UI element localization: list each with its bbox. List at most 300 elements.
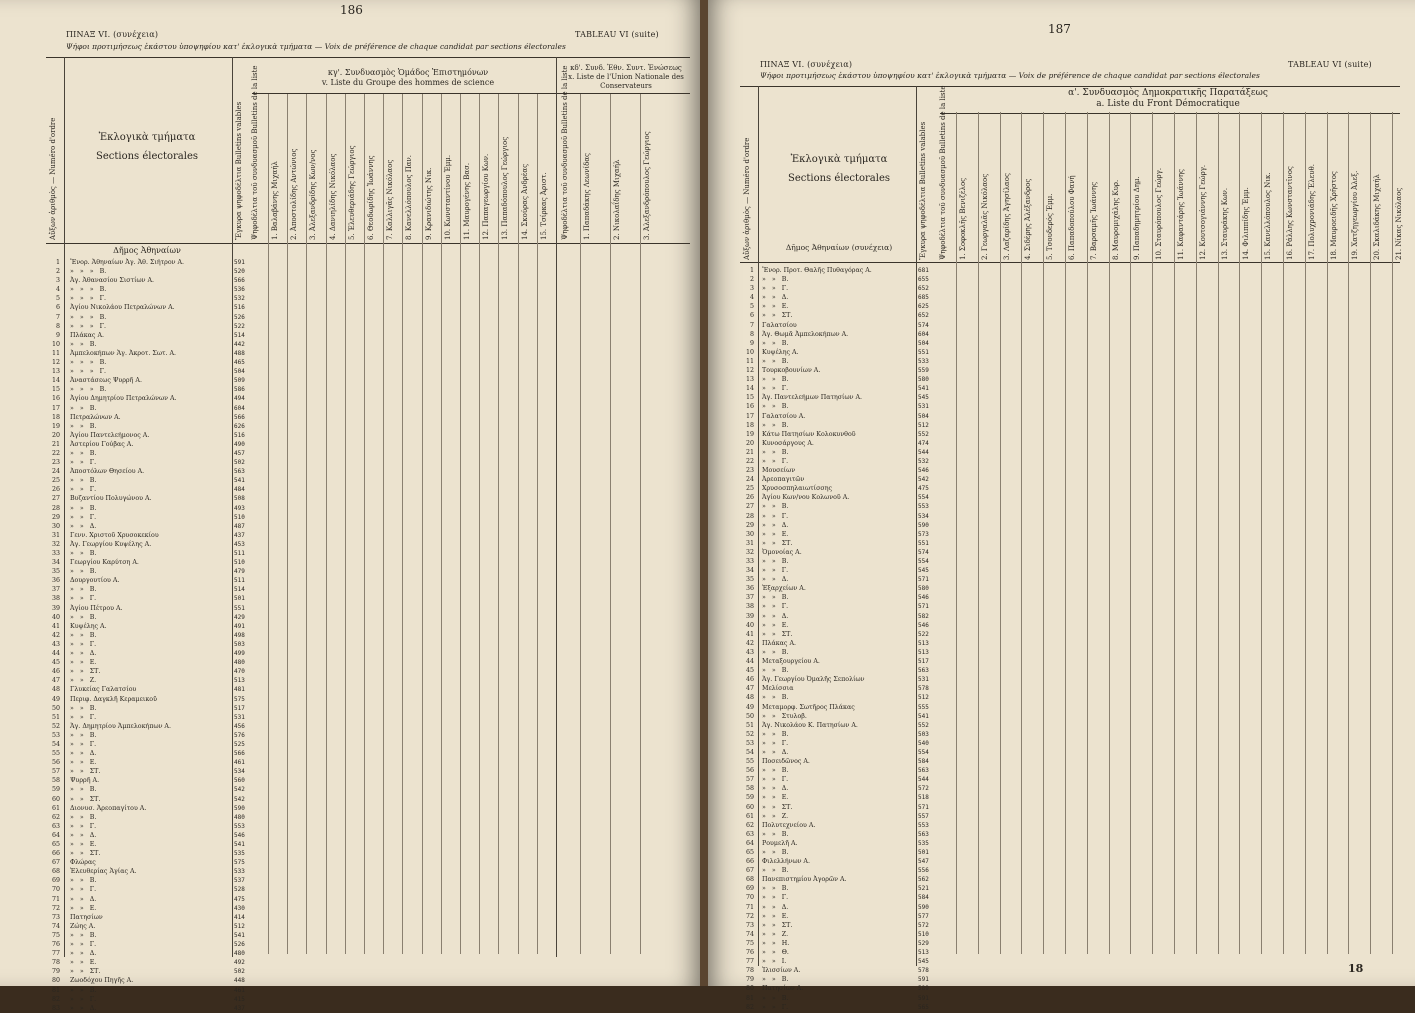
row-number: 83 — [51, 1004, 60, 1012]
candidate-header: 4. Δανιηλίδης Νικόλαος — [328, 153, 337, 240]
column-divider — [537, 94, 538, 954]
valid-ballots-value: 493 — [234, 504, 245, 512]
page-number: 186 — [340, 3, 363, 17]
valid-ballots-value: 566 — [234, 413, 245, 421]
section-row-label: Πλάκας Α. — [70, 331, 104, 339]
row-number: 5 — [55, 295, 60, 303]
row-number: 79 — [51, 968, 60, 976]
valid-ballots-value: 517 — [234, 704, 245, 712]
row-number: 35 — [51, 568, 60, 576]
valid-ballots-value: 480 — [234, 950, 245, 958]
section-row-label: » » Γ. — [70, 640, 97, 648]
row-number: 68 — [745, 876, 754, 884]
section-row-label: Γαλατσίου Α. — [762, 412, 806, 420]
section-header — [72, 128, 222, 166]
section-row-label: » » Β. — [70, 404, 97, 412]
valid-ballots-value: 510 — [918, 930, 929, 938]
valid-ballots-value: 514 — [234, 586, 245, 594]
section-row-label: » » ΣΤ. — [70, 968, 101, 976]
section-row-label: » » » Γ. — [70, 295, 106, 303]
valid-ballots-value: 535 — [918, 839, 929, 847]
section-row-label: Ἀστερίου Γούβας Α. — [70, 440, 134, 448]
valid-ballots-value: 542 — [234, 786, 245, 794]
row-number: 19 — [745, 430, 754, 438]
column-divider — [956, 112, 957, 954]
valid-ballots-value: 512 — [918, 694, 929, 702]
row-number: 64 — [745, 839, 754, 847]
candidate-header: 13. Παπαδόπουλος Γεώργιος — [501, 136, 510, 240]
section-row-label: » » ΣΤ. — [762, 803, 793, 811]
section-row-label: » » Η. — [762, 939, 790, 947]
section-row-label: » » Β. — [762, 357, 789, 365]
section-row-label: » » Δ. — [70, 950, 97, 958]
candidate-header: 4. Σιδέρης Ἀλέξανδρος — [1024, 178, 1033, 260]
valid-ballots-value: 553 — [918, 821, 929, 829]
section-row-label: Ἀγίου Δημητρίου Πετραλώνων Α. — [70, 395, 177, 403]
row-number: 57 — [51, 768, 60, 776]
column-divider — [460, 94, 461, 954]
row-number: 62 — [745, 821, 754, 829]
valid-ballots-value: 448 — [234, 977, 245, 985]
column-divider — [1087, 112, 1088, 954]
row-number: 42 — [745, 639, 754, 647]
valid-ballots-value: 512 — [234, 922, 245, 930]
valid-ballots-value: 571 — [918, 603, 929, 611]
row-number: 64 — [51, 831, 60, 839]
valid-ballots-label: Ἔγκυρα ψηφοδέλτια Bulletins valables — [919, 121, 927, 260]
row-number: 11 — [745, 357, 754, 365]
section-row-label: Ἀγίου Παντελεήμονος Α. — [70, 431, 150, 439]
section-row-label: » » Δ. — [762, 576, 789, 584]
valid-ballots-value: 415 — [234, 995, 245, 1003]
valid-ballots-value: 551 — [918, 539, 929, 547]
section-row-label: » » Β. — [70, 550, 97, 557]
valid-ballots-value: 545 — [918, 958, 929, 966]
candidate-header: 8. Κανελλόπουλος Παν. — [405, 154, 414, 240]
row-number: 9 — [55, 331, 60, 339]
section-row-label: Γεωργίου Καρύτση Α. — [70, 559, 139, 567]
section-row-label: » » Β. — [70, 704, 97, 712]
valid-ballots-value: 580 — [918, 376, 929, 384]
row-number: 23 — [51, 459, 60, 467]
section-row-label: » » » Β. — [70, 313, 107, 321]
valid-ballots-value: 429 — [234, 613, 245, 621]
row-number: 34 — [745, 567, 754, 575]
row-number: 27 — [51, 495, 60, 503]
section-row-label: Περιφ. Δαγκλῆ Κεραμεικοῦ — [70, 695, 157, 703]
column-divider — [268, 94, 269, 954]
section-row-label: Φλώρας — [70, 859, 96, 867]
row-number: 53 — [745, 739, 754, 747]
section-row-label: Πολυτεχνείου Α. — [762, 821, 816, 829]
column-divider — [1218, 112, 1219, 954]
candidate-header: 15. Τσίρκας Ἀριστ. — [539, 172, 548, 240]
valid-ballots-value: 559 — [918, 367, 929, 375]
section-row-label: » » Δ. — [70, 1004, 97, 1012]
section-row-label: Μουσείων — [762, 467, 796, 475]
row-number: 6 — [749, 312, 754, 320]
column-divider — [978, 112, 979, 954]
valid-ballots-label: Ἔγκυρα ψηφοδέλτια Bulletins valables — [235, 101, 243, 240]
row-number: 60 — [51, 795, 60, 803]
row-number: 37 — [745, 594, 754, 602]
section-row-label: » » Γ. — [762, 776, 789, 784]
section-row-label: » » Β. — [70, 877, 97, 885]
section-row-label: Ἀμπελοκήπων Ἁγ. Ἀκροτ. Σωτ. Α. — [70, 349, 177, 357]
valid-ballots-value: 491 — [234, 622, 245, 630]
section-row-label: Ψυρρῆ Α. — [70, 777, 100, 785]
valid-ballots-value: 575 — [234, 859, 245, 867]
candidate-header: 13. Σταυράκης Κων. — [1220, 187, 1229, 260]
column-divider — [64, 57, 65, 957]
row-number: 25 — [745, 485, 754, 493]
section-row-label: Μεταξουργείου Α. — [762, 658, 820, 666]
section-row-label: » » ΣΤ. — [762, 921, 793, 929]
valid-ballots-value: 534 — [234, 768, 245, 776]
valid-ballots-value: 526 — [234, 941, 245, 949]
candidate-header: 7. Βαρσαμῆς Ἰωάννης — [1089, 182, 1098, 260]
valid-ballots-value: 502 — [234, 459, 245, 467]
valid-ballots-value: 545 — [918, 567, 929, 575]
section-row-label: » » Δ. — [70, 750, 97, 758]
row-number: 50 — [51, 704, 60, 712]
row-number: 48 — [745, 694, 754, 702]
valid-ballots-value: 546 — [918, 594, 929, 602]
row-number: 55 — [745, 758, 754, 766]
column-divider — [1392, 112, 1393, 954]
section-row-label: » » Δ. — [70, 650, 97, 658]
valid-ballots-value: 516 — [234, 304, 245, 312]
section-row-label: » » Β. — [762, 448, 789, 456]
section-row-label: Τουρκοβουνίων Α. — [762, 367, 821, 375]
valid-ballots-value: 681 — [918, 267, 929, 274]
row-number: 57 — [745, 776, 754, 784]
column-divider — [498, 94, 499, 954]
row-number: 63 — [51, 822, 60, 830]
row-number: 20 — [745, 439, 754, 447]
row-number: 71 — [745, 903, 754, 911]
valid-ballots-value: 625 — [918, 303, 929, 311]
row-number: 8 — [55, 322, 60, 330]
row-number: 34 — [51, 559, 60, 567]
column-divider — [402, 94, 403, 954]
header-bottom-rule — [46, 243, 690, 244]
candidate-header: 11. Μαυρογένης Βασ. — [463, 162, 471, 240]
row-number: 28 — [745, 512, 754, 520]
section-row-label: Ἁγ. Θωμᾶ Ἀμπελοκήπων Α. — [762, 330, 849, 338]
column-divider — [441, 94, 442, 954]
section-row-label: » » Ε. — [70, 759, 97, 767]
valid-ballots-value: 465 — [234, 359, 245, 367]
row-number: 1 — [55, 259, 60, 266]
valid-ballots-value: 544 — [918, 776, 929, 784]
valid-ballots-value: 584 — [918, 758, 929, 766]
section-row-label: » » Ε. — [762, 621, 789, 629]
candidate-header: 2. Γεωργαλᾶς Νικόλαος — [980, 173, 989, 260]
row-number: 9 — [749, 339, 754, 347]
valid-ballots-value: 578 — [918, 685, 929, 693]
section-row-label: Διονυσ. Ἀρεοπαγίτου Α. — [70, 804, 147, 812]
column-divider — [232, 57, 233, 957]
group-rule — [252, 93, 690, 94]
page-subtitle: Ψήφοι προτιμήσεως ἑκάστου ὑποψηφίου κατ' ἐκλογικὰ τμήματα — Voix de préférence de chaque candidat par sections électorales — [760, 71, 1260, 80]
section-row-label: » » Θ. — [762, 949, 789, 957]
row-number: 39 — [745, 612, 754, 620]
valid-ballots-value: 535 — [234, 850, 245, 858]
valid-ballots-value: 571 — [918, 576, 929, 584]
column-divider — [345, 94, 346, 954]
valid-ballots-value: 501 — [234, 595, 245, 603]
row-number: 80 — [51, 977, 60, 985]
row-number: 65 — [51, 841, 60, 848]
row-number: 72 — [51, 904, 60, 912]
section-row-label: » » ΣΤ. — [70, 795, 101, 803]
valid-ballots-value: 487 — [234, 522, 245, 530]
row-number: 51 — [51, 713, 60, 721]
valid-ballots-value: 517 — [918, 658, 929, 666]
column-divider — [1261, 112, 1262, 954]
column-divider — [1152, 112, 1153, 954]
section-row-label: Ἀγίου Πέτρου Α. — [70, 604, 123, 612]
valid-ballots-value: 526 — [234, 313, 245, 321]
valid-ballots-value: 520 — [234, 268, 245, 276]
row-number: 2 — [749, 276, 754, 284]
section-row-label: » » Ζ. — [762, 812, 789, 820]
group-x-fr: x. Liste de l'Union Nationale des Conservateurs — [568, 72, 684, 90]
valid-ballots-value: 553 — [918, 503, 929, 511]
row-number: 38 — [745, 603, 754, 611]
row-number: 66 — [745, 858, 754, 866]
valid-ballots-value: 545 — [918, 394, 929, 402]
running-head-left: ΠΙΝΑΞ VI. (συνέχεια) — [66, 30, 159, 39]
valid-ballots-value: 456 — [234, 722, 245, 730]
bottom-folio: 18 — [1348, 962, 1364, 975]
row-number: 21 — [51, 440, 60, 448]
candidate-header: 1. Παπαδάκης Λεωνίδας — [583, 153, 591, 240]
header-bottom-rule — [740, 262, 1400, 263]
section-row-label: Ἔνορ. Προτ. Θαλῆς Πυθαγόρας Α. — [762, 267, 872, 274]
valid-ballots-value: 437 — [234, 531, 245, 539]
candidate-header: 14. Σκούρας Ἀνδρέας — [520, 163, 529, 240]
section-row-label: » » Γ. — [762, 739, 789, 747]
valid-ballots-value: 521 — [918, 885, 929, 893]
valid-ballots-value: 525 — [234, 740, 245, 748]
section-row-label: Ζωοδόχου Πηγῆς Α. — [70, 977, 134, 985]
section-row-label: » » Β. — [762, 976, 789, 984]
valid-ballots-value: 571 — [918, 803, 929, 811]
candidate-header: 6. Θεοδωρίδης Ἰωάννης — [367, 155, 375, 240]
section-row-label: Ἀγ. Γεωργίου Κυψέλης Α. — [70, 540, 152, 548]
row-number: 46 — [745, 676, 754, 684]
valid-ballots-value: 553 — [234, 822, 245, 830]
row-number: 2 — [55, 268, 60, 276]
valid-ballots-value: 499 — [234, 650, 245, 658]
row-number: 58 — [51, 777, 60, 785]
section-row-label: » » Β. — [762, 276, 789, 284]
section-row-label: » » Β. — [762, 594, 789, 602]
valid-ballots-value: 591 — [918, 994, 929, 1002]
section-row-label: » » Β. — [762, 376, 789, 384]
section-row-label: » » Γ. — [762, 457, 789, 465]
section-row-label: » » » Β. — [70, 286, 107, 294]
row-number: 43 — [745, 648, 754, 656]
row-number: 32 — [51, 540, 60, 548]
row-number: 5 — [749, 303, 754, 311]
row-number: 32 — [745, 548, 754, 556]
section-row-label: » » Ε. — [762, 794, 789, 802]
candidate-header: 12. Παπαγεωργίου Κων. — [482, 153, 491, 240]
row-number: 61 — [51, 804, 60, 812]
valid-ballots-value: 502 — [234, 968, 245, 976]
valid-ballots-value: 551 — [918, 348, 929, 356]
row-number: 20 — [51, 431, 60, 439]
row-number: 33 — [51, 550, 60, 557]
row-number: 24 — [745, 476, 754, 484]
valid-ballots-value: 544 — [918, 448, 929, 456]
candidate-header: 18. Μαυροειδῆς Χρῆστος — [1329, 171, 1338, 260]
section-row-label: Φιλελλήνων Α. — [762, 858, 810, 866]
valid-ballots-value: 580 — [918, 585, 929, 593]
column-divider — [518, 94, 519, 954]
valid-ballots-value: 575 — [234, 695, 245, 703]
row-number: 76 — [745, 949, 754, 957]
section-row-label: » » ΣΤ. — [762, 312, 793, 320]
section-row-label: Ἀγ. Ἀθανασίου Σιστίων Α. — [70, 277, 155, 285]
section-row-label: Μεταμορφ. Σωτῆρος Πλάκας — [762, 703, 855, 711]
row-number: 27 — [745, 503, 754, 511]
valid-ballots-value: 576 — [234, 731, 245, 739]
row-number: 65 — [745, 849, 754, 856]
section-row-label: » » Ε. — [70, 959, 97, 967]
column-divider — [383, 94, 384, 954]
valid-ballots-value: 474 — [918, 439, 929, 447]
valid-ballots-value: 541 — [918, 712, 929, 720]
valid-ballots-value: 498 — [234, 631, 245, 639]
valid-ballots-value: 511 — [234, 577, 245, 585]
valid-ballots-value: 589 — [918, 985, 929, 993]
section-row-label: » » Γ. — [70, 486, 97, 494]
valid-ballots-value: 685 — [918, 294, 929, 302]
row-number: 7 — [55, 313, 60, 321]
valid-ballots-value: 461 — [234, 986, 245, 994]
section-row-label: » » Β. — [762, 421, 789, 429]
row-number: 44 — [51, 650, 60, 658]
row-number: 18 — [745, 421, 754, 429]
valid-ballots-value: 528 — [234, 886, 245, 894]
left-page — [0, 0, 700, 1012]
valid-ballots-value: 591 — [918, 976, 929, 984]
valid-ballots-value: 488 — [234, 349, 245, 357]
row-number: 14 — [51, 377, 60, 385]
row-axis-label: Αὔξων ἀριθμὸς — Numéro d'ordre — [49, 117, 57, 240]
valid-ballots-value: 437 — [234, 1004, 245, 1012]
section-row-label: » » Γ. — [762, 385, 789, 393]
section-row-label: » » Β. — [762, 503, 789, 511]
row-number: 58 — [745, 785, 754, 793]
candidate-header: 9. Παπαδημητρίου Δημ. — [1133, 176, 1142, 260]
column-divider — [916, 86, 917, 966]
row-number: 22 — [51, 449, 60, 457]
section-row-label: » » ΣΤ. — [70, 668, 101, 676]
valid-ballots-value: 591 — [234, 259, 245, 266]
section-row-label: » » Ε. — [762, 912, 789, 920]
row-number: 45 — [745, 667, 754, 675]
row-number: 38 — [51, 595, 60, 603]
list-ballots-label: Ψηφοδέλτια τοῦ συνδυασμοῦ Bulletins de la liste — [251, 65, 259, 240]
row-number: 4 — [749, 294, 754, 302]
valid-ballots-value: 540 — [918, 739, 929, 747]
valid-ballots-value: 572 — [918, 785, 929, 793]
section-row-label: » » Β. — [762, 648, 789, 656]
section-row-label: » » » Β. — [70, 268, 107, 276]
section-row-label: » » Β. — [70, 477, 97, 485]
candidate-header: 10. Σταυρόπουλος Γεώργ. — [1155, 167, 1164, 260]
row-number: 16 — [745, 403, 754, 411]
column-divider — [422, 94, 423, 954]
row-number: 3 — [55, 277, 60, 285]
valid-ballots-value: 513 — [234, 677, 245, 685]
candidate-header: 8. Μαυρομιχάλης Κυρ. — [1111, 179, 1120, 260]
section-row-label: Ἐξαρχείων Α. — [762, 585, 806, 593]
row-number: 7 — [749, 321, 754, 329]
section-row-label: » » Β. — [70, 568, 97, 576]
column-divider — [1043, 112, 1044, 954]
section-row-label: » » Β. — [70, 422, 97, 430]
row-number: 53 — [51, 731, 60, 739]
section-row-label: » » ΣΤ. — [762, 630, 793, 638]
valid-ballots-value: 481 — [234, 686, 245, 694]
valid-ballots-value: 554 — [918, 748, 929, 756]
row-number: 45 — [51, 659, 60, 667]
valid-ballots-value: 586 — [234, 386, 245, 394]
row-number: 77 — [745, 958, 754, 966]
row-number: 26 — [51, 486, 60, 494]
row-number: 4 — [55, 286, 60, 294]
candidate-header: 20. Σκαλιδάκης Μιχαήλ — [1373, 174, 1382, 260]
section-row-label: Ἁγ. Παντελεήμων Πατησίων Α. — [762, 394, 862, 402]
valid-ballots-value: 514 — [234, 331, 245, 339]
valid-ballots-value: 557 — [918, 812, 929, 820]
section-row-label: Βυζαντίου Πολυγώνου Α. — [70, 495, 152, 503]
row-number: 54 — [745, 748, 754, 756]
section-row-label: » » Γ. — [762, 1003, 789, 1011]
column-divider — [1283, 112, 1284, 954]
running-head-right: TABLEAU VI (suite) — [575, 30, 659, 39]
candidate-header: 1. Σοφοκλῆς Βενιζέλος — [959, 177, 967, 260]
valid-ballots-value: 546 — [918, 621, 929, 629]
section-row-label: » » Γ. — [762, 894, 789, 902]
valid-ballots-value: 534 — [918, 512, 929, 520]
row-number: 78 — [51, 959, 60, 967]
valid-ballots-value: 475 — [234, 895, 245, 903]
valid-ballots-value: 546 — [918, 467, 929, 475]
row-number: 75 — [51, 931, 60, 939]
section-row-label: » » » Β. — [70, 386, 107, 394]
valid-ballots-value: 574 — [918, 548, 929, 556]
valid-ballots-value: 563 — [918, 830, 929, 838]
row-number: 62 — [51, 813, 60, 821]
row-number: 21 — [745, 448, 754, 456]
row-number: 47 — [51, 677, 60, 685]
column-divider — [326, 94, 327, 954]
section-row-label: Ἔνορ. Ἀθηναίων Ἀγ. Ἀθ. Σιήτρον Α. — [70, 259, 185, 266]
section-row-label: » » Γ. — [70, 995, 97, 1003]
column-divider — [1065, 112, 1066, 954]
column-divider — [1327, 112, 1328, 954]
valid-ballots-value: 504 — [918, 412, 929, 420]
candidate-header: 16. Ράλλης Κωνσταντῖνος — [1286, 166, 1294, 260]
running-head-left: ΠΙΝΑΞ VI. (συνέχεια) — [760, 60, 853, 69]
